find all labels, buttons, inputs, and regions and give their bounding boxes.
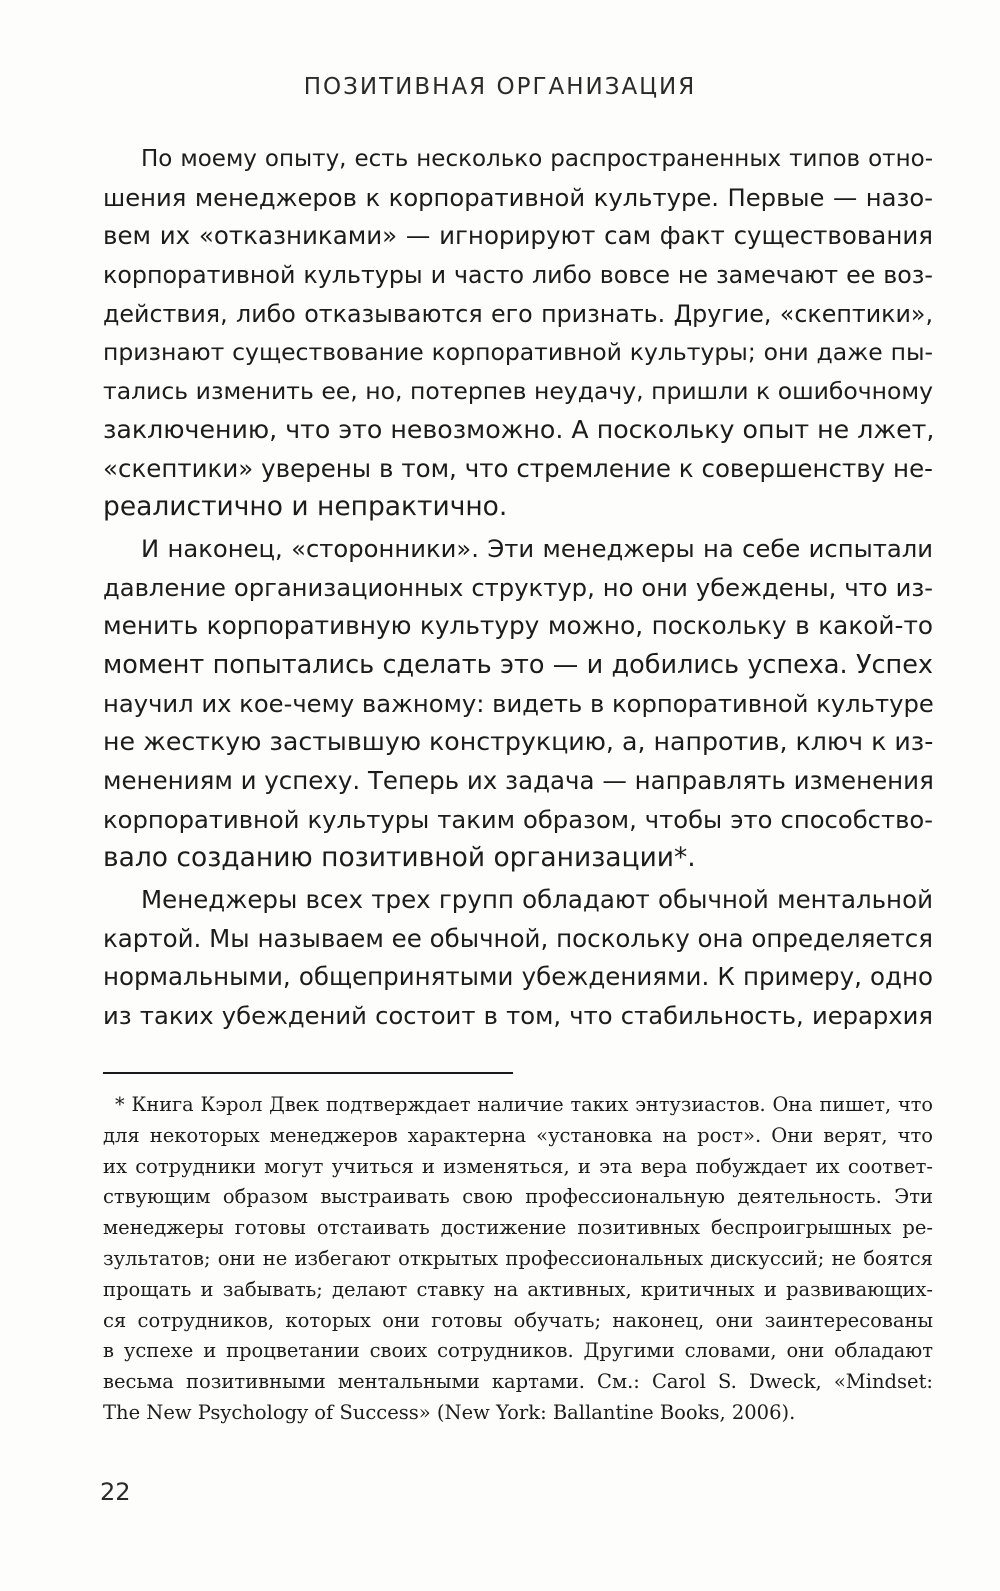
text-line: Менеджеры всех трех групп обладают обычной ментальной: [141, 885, 933, 915]
footnote-line: менеджеры готовы отстаивать достижение позитивных беспроигрышных ре-: [103, 1216, 933, 1240]
text-line: научил их кое-чему важному: видеть в корпоративной культуре: [103, 688, 934, 718]
footnote-line: в успехе и процветании своих сотрудников. Другими словами, они обладают: [103, 1339, 933, 1363]
footnote-line: для некоторых менеджеров характерна «установка на рост». Они верят, что: [103, 1123, 933, 1147]
text-line: менениям и успеху. Теперь их задача — направлять изменения: [103, 766, 934, 795]
text-line: тались изменить ее, но, потерпев неудачу, пришли к ошибочному: [103, 377, 933, 406]
text-line: нормальными, общепринятыми убеждениями. К примеру, одно: [103, 962, 933, 992]
text-line: заключению, что это невозможно. А поскольку опыт не лжет,: [103, 414, 935, 444]
footnote-rule: [103, 1072, 513, 1074]
text-line: По моему опыту, есть несколько распространенных типов отно-: [141, 146, 933, 172]
footnote-line: весьма позитивными ментальными картами. См.: Carol S. Dweck, «Mindset:: [103, 1370, 933, 1394]
text-line: действия, либо отказываются его признать. Другие, «скептики»,: [103, 299, 933, 328]
text-line: «скептики» уверены в том, что стремление к совершенству не-: [103, 453, 933, 483]
text-line: реалистично и непрактично.: [103, 491, 508, 523]
running-header: ПОЗИТИВНАЯ ОРГАНИЗАЦИЯ: [303, 74, 697, 100]
footnote-line: зультатов; они не избегают открытых профессиональных дискуссий; не боятся: [103, 1246, 933, 1270]
page-number: 22: [100, 1478, 131, 1506]
text-line: шения менеджеров к корпоративной культуре. Первые — назо-: [103, 182, 933, 212]
text-line: давление организационных структур, но они убеждены, что из-: [103, 572, 933, 602]
footnote-line: The New Psychology of Success» (New York: Ballantine Books, 2006).: [103, 1400, 796, 1424]
text-line: вем их «отказниками» — игнорируют сам факт существования: [103, 221, 933, 251]
text-line: корпоративной культуры таким образом, чтобы это способство-: [103, 804, 933, 834]
text-line: признают существование корпоративной культуры; они даже пы-: [103, 338, 933, 367]
text-line: из таких убеждений состоит в том, что стабильность, иерархия: [103, 1001, 933, 1031]
body-text: [103, 140, 933, 1036]
footnote-line: их сотрудники могут учиться и изменяться, и эта вера побуждает их соответ-: [103, 1154, 933, 1178]
text-line: не жесткую застывшую конструкцию, а, напротив, ключ к из-: [103, 727, 934, 757]
text-line: И наконец, «сторонники». Эти менеджеры на себе испытали: [141, 533, 933, 563]
paragraph: [103, 881, 933, 1036]
text-line: вало созданию позитивной организации*.: [103, 842, 696, 874]
footnote-line: ся сотрудников, которых они готовы обучать; наконец, они заинтересованы: [103, 1308, 933, 1332]
paragraph: [103, 530, 933, 878]
footnote: [103, 1090, 933, 1429]
paragraph: [103, 140, 933, 527]
text-line: корпоративной культуры и часто либо вовсе не замечают ее воз-: [103, 261, 933, 290]
text-line: менить корпоративную культуру можно, поскольку в какой-то: [103, 611, 933, 641]
footnote-line: прощать и забывать; делают ставку на активных, критичных и развивающих-: [103, 1277, 933, 1301]
text-line: момент попытались сделать это — и добились успеха. Успех: [103, 649, 933, 680]
text-line: картой. Мы называем ее обычной, поскольку она определяется: [103, 923, 933, 953]
footnote-line: * Книга Кэрол Двек подтверждает наличие таких энтузиастов. Она пишет, что: [115, 1093, 933, 1116]
footnote-line: ствующим образом выстраивать свою профессиональную деятельность. Эти: [103, 1185, 933, 1209]
